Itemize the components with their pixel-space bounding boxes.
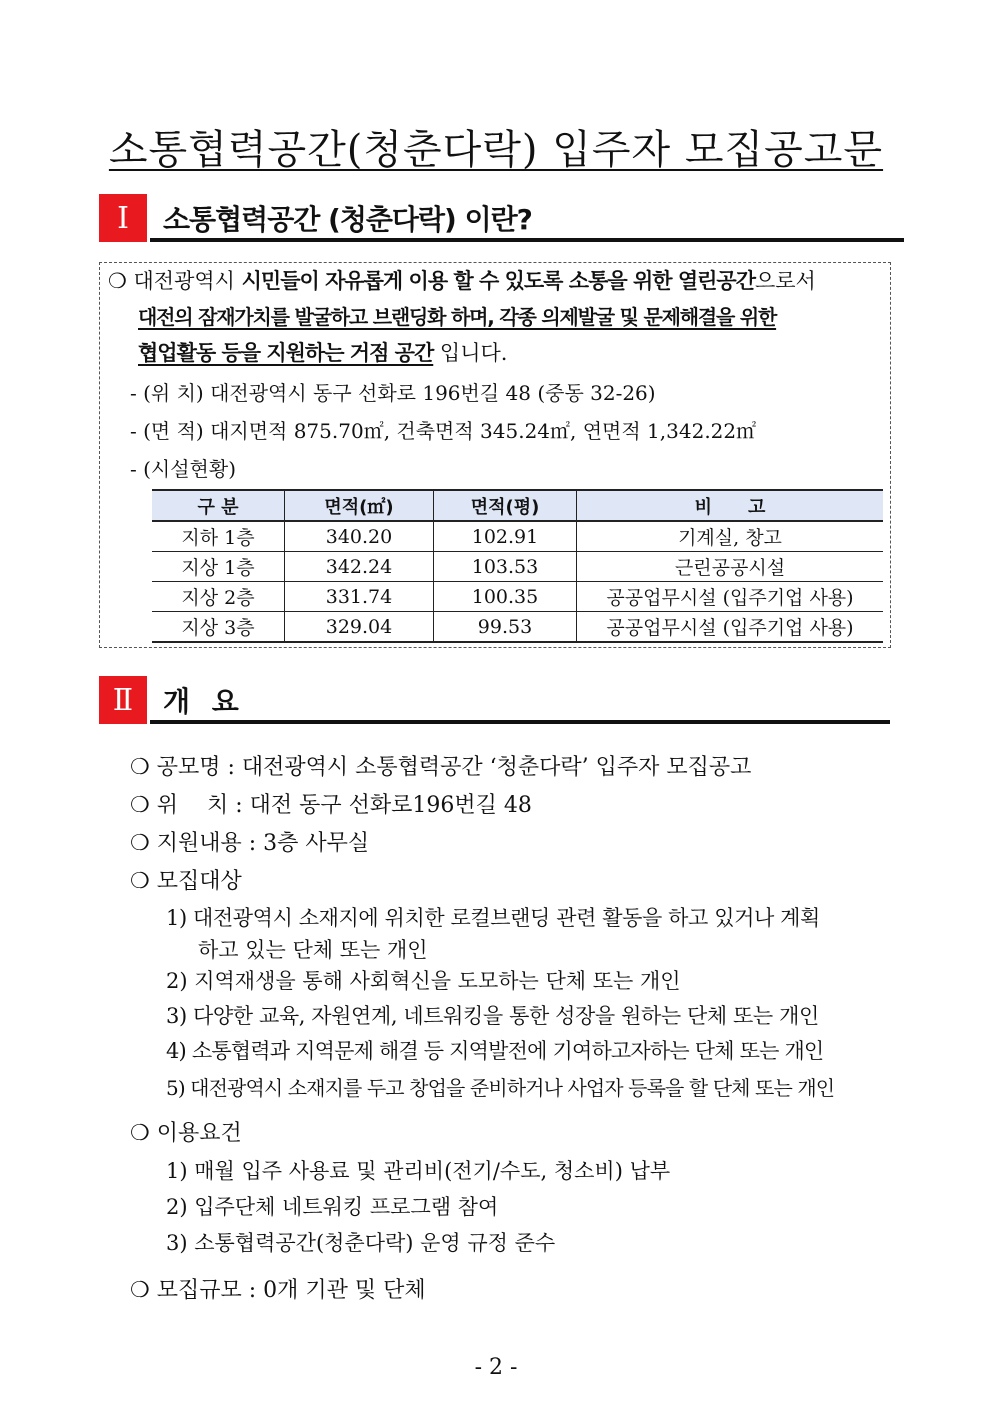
target-item-3: 3) 다양한 교육, 자원연계, 네트워킹을 통한 성장을 원하는 단체 또는 개인 — [166, 1004, 819, 1028]
table-cell: 지하 1층 — [152, 521, 285, 552]
section-1-box — [99, 262, 891, 648]
req-item-1: 1) 매월 입주 사용료 및 관리비(전기/수도, 청소비) 납부 — [166, 1159, 671, 1183]
intro-line-3: 협업활동 등을 지원하는 거점 공간 입니다. — [138, 341, 508, 365]
location-line: - (위 치) 대전광역시 동구 선화로 196번길 48 (중동 32-26) — [130, 381, 656, 405]
section-2-title: 개 요 — [163, 685, 245, 718]
item-support: ❍ 지원내용 : 3층 사무실 — [130, 831, 370, 856]
intro-line-1: ❍ 대전광역시 시민들이 자유롭게 이용 할 수 있도록 소통을 위한 열린공간으로서 — [108, 269, 816, 293]
section-2-rule — [150, 720, 890, 724]
table-cell: 100.35 — [434, 582, 577, 612]
section-1-number: Ⅰ — [99, 194, 147, 242]
table-cell: 99.53 — [434, 612, 577, 643]
req-item-2: 2) 입주단체 네트워킹 프로그램 참여 — [166, 1195, 499, 1219]
section-2-header — [99, 676, 891, 726]
table-header: 구 분 — [152, 490, 285, 521]
section-2-number: Ⅱ — [99, 676, 147, 724]
item-name: ❍ 공모명 : 대전광역시 소통협력공간 ‘청춘다락’ 입주자 모집공고 — [130, 755, 752, 780]
table-cell: 342.24 — [285, 552, 434, 582]
table-cell: 근린공공시설 — [577, 552, 884, 582]
table-cell: 103.53 — [434, 552, 577, 582]
table-cell: 기계실, 창고 — [577, 521, 884, 552]
table-cell: 지상 1층 — [152, 552, 285, 582]
facility-table — [152, 489, 883, 643]
table-header: 비 고 — [577, 490, 884, 521]
facility-label: - (시설현황) — [130, 457, 237, 481]
item-target: ❍ 모집대상 — [130, 869, 242, 894]
item-scale: ❍ 모집규모 : 0개 기관 및 단체 — [130, 1278, 426, 1303]
target-item-5: 5) 대전광역시 소재지를 두고 창업을 준비하거나 사업자 등록을 할 단체 또는 개인 — [166, 1076, 835, 1100]
table-cell: 지상 2층 — [152, 582, 285, 612]
table-cell: 지상 3층 — [152, 612, 285, 643]
item-requirements: ❍ 이용요건 — [130, 1121, 242, 1146]
table-row — [152, 521, 883, 552]
table-row — [152, 552, 883, 582]
target-item-4: 4) 소통협력과 지역문제 해결 등 지역발전에 기여하고자하는 단체 또는 개인 — [166, 1039, 824, 1063]
table-row — [152, 582, 883, 612]
req-item-3: 3) 소통협력공간(청춘다락) 운영 규정 준수 — [166, 1231, 556, 1255]
area-line: - (면 적) 대지면적 875.70㎡, 건축면적 345.24㎡, 연면적 1,342.22㎡ — [130, 419, 757, 443]
table-header: 면적(평) — [434, 490, 577, 521]
document-title: 소통협력공간(청춘다락) 입주자 모집공고문 — [108, 127, 884, 173]
table-header: 면적(㎡) — [285, 490, 434, 521]
table-cell: 329.04 — [285, 612, 434, 643]
table-cell: 331.74 — [285, 582, 434, 612]
table-cell: 공공업무시설 (입주기업 사용) — [577, 582, 884, 612]
target-item-2: 2) 지역재생을 통해 사회혁신을 도모하는 단체 또는 개인 — [166, 969, 681, 993]
page-number: - 2 - — [474, 1355, 518, 1380]
table-cell: 102.91 — [434, 521, 577, 552]
section-1-header — [99, 194, 905, 244]
item-location: ❍ 위 치 : 대전 동구 선화로196번길 48 — [130, 793, 532, 818]
intro-line-2: 대전의 잠재가치를 발굴하고 브랜딩화 하며, 각종 의제발굴 및 문제해결을 위한 — [138, 305, 777, 329]
target-item-1-cont: 하고 있는 단체 또는 개인 — [198, 938, 428, 962]
table-row — [152, 612, 883, 643]
table-cell: 340.20 — [285, 521, 434, 552]
section-1-rule — [150, 238, 904, 242]
table-cell: 공공업무시설 (입주기업 사용) — [577, 612, 884, 643]
section-1-title: 소통협력공간 (청춘다락) 이란? — [163, 203, 532, 236]
target-item-1: 1) 대전광역시 소재지에 위치한 로컬브랜딩 관련 활동을 하고 있거나 계획 — [166, 906, 820, 930]
